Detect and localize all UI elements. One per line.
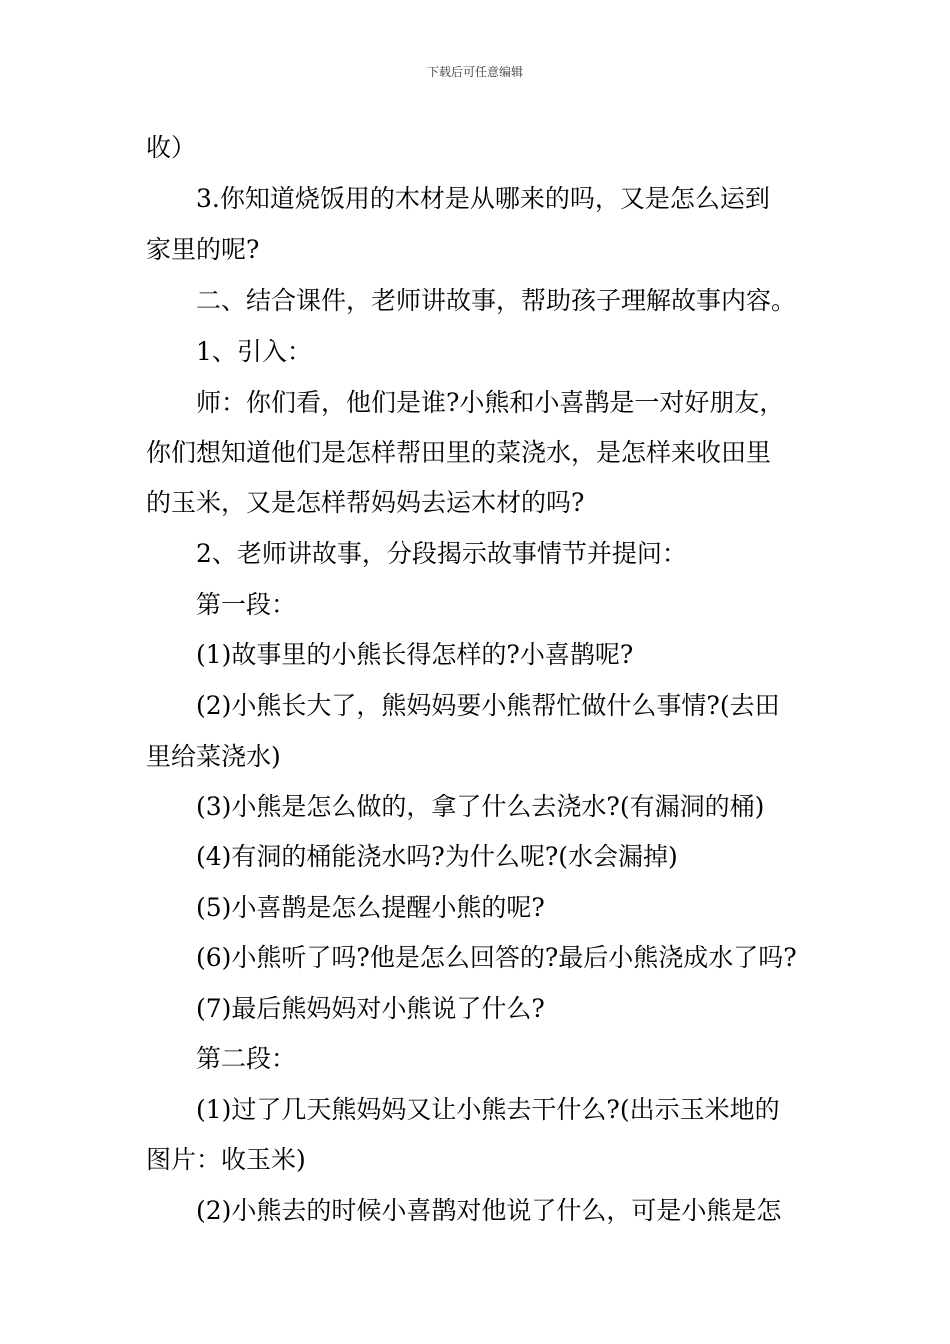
question-item: (7)最后熊妈妈对小熊说了什么? [196,994,545,1023]
text-line: 你们想知道他们是怎样帮田里的菜浇水，是怎样来收田里 [146,438,772,467]
section-heading: 第二段： [196,1044,297,1073]
text-line: 收） [146,133,197,162]
text-line: 1、引入： [196,337,312,366]
text-line: 的玉米，又是怎样帮妈妈去运木材的吗? [146,488,585,517]
text-line: 家里的呢? [146,235,260,264]
question-item: (3)小熊是怎么做的，拿了什么去浇水?(有漏洞的桶) [196,792,765,821]
text-line: 2、老师讲故事，分段揭示故事情节并提问： [196,539,687,568]
text-line: 图片：收玉米) [146,1145,306,1174]
question-item: (2)小熊长大了，熊妈妈要小熊帮忙做什么事情?(去田 [196,691,780,720]
text-line: 二、结合课件，老师讲故事，帮助孩子理解故事内容。 [196,286,797,315]
section-heading: 第一段： [196,590,297,619]
question-item: (2)小熊去的时候小喜鹊对他说了什么，可是小熊是怎 [196,1196,782,1225]
question-item: (1)故事里的小熊长得怎样的?小喜鹊呢? [196,640,634,669]
question-item: (6)小熊听了吗?他是怎么回答的?最后小熊浇成水了吗? [196,943,797,972]
text-line: 3.你知道烧饭用的木材是从哪来的吗，又是怎么运到 [196,184,770,213]
text-line: 里给菜浇水) [146,742,281,771]
question-item: (4)有洞的桶能浇水吗?为什么呢?(水会漏掉) [196,842,678,871]
text-line: 师：你们看，他们是谁?小熊和小喜鹊是一对好朋友， [196,388,785,417]
question-item: (5)小喜鹊是怎么提醒小熊的呢? [196,893,545,922]
question-item: (1)过了几天熊妈妈又让小熊去干什么?(出示玉米地的 [196,1095,780,1124]
page-header: 下载后可任意编辑 [426,65,523,79]
